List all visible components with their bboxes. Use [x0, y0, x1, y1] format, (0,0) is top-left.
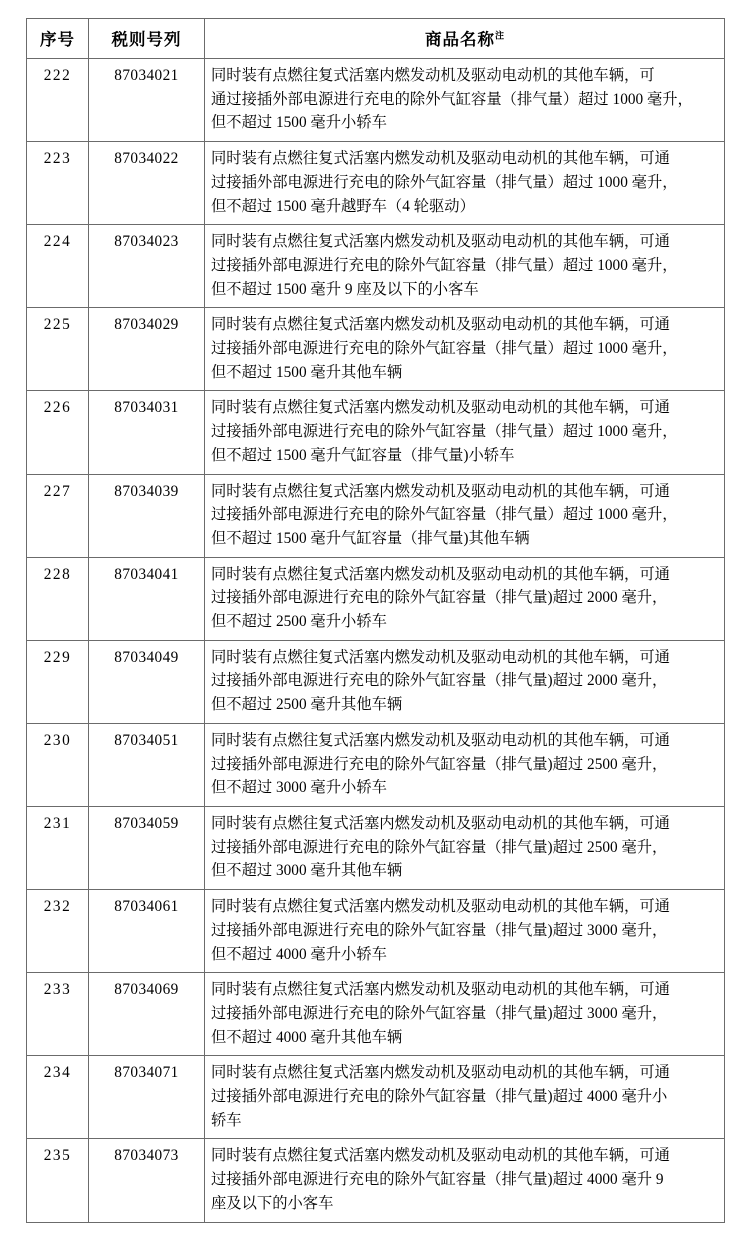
table-body [27, 59, 725, 1223]
table-row [27, 806, 725, 889]
cell-commodity-name [205, 1056, 725, 1139]
cell-tariff-code: 87034029 [89, 308, 205, 391]
commodity-name-line: 同时装有点燃往复式活塞内燃发动机及驱动电动机的其他车辆，可通 [211, 399, 670, 417]
commodity-name-line: 过接插外部电源进行充电的除外气缸容量（排气量）超过 1000 毫升， [211, 256, 678, 274]
cell-tariff-code: 87034041 [89, 557, 205, 640]
commodity-name-line: 过接插外部电源进行充电的除外气缸容量（排气量)超过 4000 毫升小 [211, 1088, 668, 1106]
commodity-name-line: 同时装有点燃往复式活塞内燃发动机及驱动电动机的其他车辆，可 [211, 67, 655, 84]
table-header-row [27, 19, 725, 59]
column-header-name-text: 商品名称 [424, 30, 495, 49]
cell-commodity-name [205, 890, 725, 973]
cell-seq: 234 [27, 1056, 89, 1139]
column-header-code: 税则号列 [89, 19, 205, 59]
commodity-name-line: 同时装有点燃往复式活塞内燃发动机及驱动电动机的其他车辆，可通 [211, 981, 670, 999]
footnote-marker: 注 [494, 30, 504, 41]
table-row [27, 557, 725, 640]
commodity-name-line: 过接插外部电源进行充电的除外气缸容量（排气量)超过 2500 毫升， [211, 755, 668, 773]
commodity-name-line: 但不超过 1500 毫升气缸容量（排气量)其他车辆 [211, 529, 530, 547]
cell-tariff-code: 87034021 [89, 59, 205, 142]
cell-tariff-code: 87034069 [89, 973, 205, 1056]
commodity-name-line: 同时装有点燃往复式活塞内燃发动机及驱动电动机的其他车辆，可通 [211, 814, 670, 832]
cell-seq: 228 [27, 557, 89, 640]
commodity-name-line: 同时装有点燃往复式活塞内燃发动机及驱动电动机的其他车辆，可通 [211, 150, 670, 168]
commodity-name-line: 但不超过 1500 毫升 9 座及以下的小客车 [211, 280, 479, 298]
commodity-name-line: 同时装有点燃往复式活塞内燃发动机及驱动电动机的其他车辆，可通 [211, 648, 670, 666]
cell-commodity-name [205, 640, 725, 723]
commodity-name-line: 同时装有点燃往复式活塞内燃发动机及驱动电动机的其他车辆，可通 [211, 731, 670, 749]
tariff-table [26, 18, 725, 1223]
cell-seq: 227 [27, 474, 89, 557]
commodity-name-line: 过接插外部电源进行充电的除外气缸容量（排气量)超过 3000 毫升， [211, 1004, 668, 1022]
commodity-name-line: 但不超过 1500 毫升气缸容量（排气量)小轿车 [211, 446, 515, 464]
cell-seq: 224 [27, 225, 89, 308]
commodity-name-line: 但不超过 4000 毫升小轿车 [211, 945, 387, 963]
cell-tariff-code: 87034049 [89, 640, 205, 723]
cell-seq: 226 [27, 391, 89, 474]
commodity-name-line: 过接插外部电源进行充电的除外气缸容量（排气量)超过 2000 毫升， [211, 672, 668, 690]
cell-commodity-name [205, 557, 725, 640]
commodity-name-line: 过接插外部电源进行充电的除外气缸容量（排气量）超过 1000 毫升， [211, 173, 678, 191]
cell-commodity-name [205, 308, 725, 391]
cell-tariff-code: 87034059 [89, 806, 205, 889]
cell-tariff-code: 87034031 [89, 391, 205, 474]
table-row [27, 308, 725, 391]
cell-seq: 231 [27, 806, 89, 889]
commodity-name-line: 同时装有点燃往复式活塞内燃发动机及驱动电动机的其他车辆，可通 [211, 482, 670, 500]
commodity-name-line: 同时装有点燃往复式活塞内燃发动机及驱动电动机的其他车辆，可通 [211, 898, 670, 916]
table-row [27, 474, 725, 557]
commodity-name-line: 但不超过 3000 毫升其他车辆 [211, 862, 403, 880]
table-row [27, 1139, 725, 1222]
cell-tariff-code: 87034022 [89, 142, 205, 225]
cell-seq: 235 [27, 1139, 89, 1222]
table-row [27, 59, 725, 142]
cell-seq: 225 [27, 308, 89, 391]
cell-commodity-name [205, 59, 725, 142]
cell-seq: 229 [27, 640, 89, 723]
cell-seq: 232 [27, 890, 89, 973]
cell-commodity-name [205, 225, 725, 308]
commodity-name-line: 过接插外部电源进行充电的除外气缸容量（排气量)超过 3000 毫升， [211, 921, 668, 939]
commodity-name-line: 但不超过 3000 毫升小轿车 [211, 779, 387, 797]
cell-commodity-name [205, 391, 725, 474]
cell-tariff-code: 87034061 [89, 890, 205, 973]
cell-commodity-name [205, 474, 725, 557]
commodity-name-line: 过接插外部电源进行充电的除外气缸容量（排气量）超过 1000 毫升， [211, 340, 678, 358]
cell-seq: 222 [27, 59, 89, 142]
commodity-name-line: 通过接插外部电源进行充电的除外气缸容量（排气量）超过 1000 毫升， [211, 90, 693, 108]
table-row [27, 640, 725, 723]
cell-commodity-name [205, 1139, 725, 1222]
cell-commodity-name [205, 723, 725, 806]
commodity-name-line: 轿车 [211, 1111, 242, 1129]
table-row [27, 391, 725, 474]
cell-commodity-name [205, 806, 725, 889]
commodity-name-line: 但不超过 1500 毫升越野车（4 轮驱动） [211, 197, 475, 215]
commodity-name-line: 但不超过 1500 毫升其他车辆 [211, 363, 403, 381]
column-header-seq: 序号 [27, 19, 89, 59]
commodity-name-line: 同时装有点燃往复式活塞内燃发动机及驱动电动机的其他车辆，可通 [211, 1147, 670, 1165]
commodity-name-line: 但不超过 4000 毫升其他车辆 [211, 1028, 403, 1046]
commodity-name-line: 过接插外部电源进行充电的除外气缸容量（排气量)超过 2500 毫升， [211, 838, 668, 856]
commodity-name-line: 过接插外部电源进行充电的除外气缸容量（排气量）超过 1000 毫升， [211, 506, 678, 524]
cell-tariff-code: 87034039 [89, 474, 205, 557]
table-header [27, 19, 725, 59]
commodity-name-line: 但不超过 2500 毫升其他车辆 [211, 696, 403, 714]
commodity-name-line: 同时装有点燃往复式活塞内燃发动机及驱动电动机的其他车辆，可通 [211, 233, 670, 251]
cell-seq: 223 [27, 142, 89, 225]
commodity-name-line: 同时装有点燃往复式活塞内燃发动机及驱动电动机的其他车辆，可通 [211, 565, 670, 583]
commodity-name-line: 但不超过 1500 毫升小轿车 [211, 114, 387, 132]
cell-seq: 230 [27, 723, 89, 806]
cell-tariff-code: 87034071 [89, 1056, 205, 1139]
cell-tariff-code: 87034073 [89, 1139, 205, 1222]
cell-commodity-name [205, 142, 725, 225]
commodity-name-line: 但不超过 2500 毫升小轿车 [211, 613, 387, 631]
commodity-name-line: 座及以下的小客车 [211, 1194, 334, 1212]
table-row [27, 723, 725, 806]
commodity-name-line: 过接插外部电源进行充电的除外气缸容量（排气量)超过 4000 毫升 9 [211, 1171, 664, 1189]
commodity-name-line: 过接插外部电源进行充电的除外气缸容量（排气量)超过 2000 毫升， [211, 589, 668, 607]
cell-tariff-code: 87034051 [89, 723, 205, 806]
cell-commodity-name [205, 973, 725, 1056]
commodity-name-line: 同时装有点燃往复式活塞内燃发动机及驱动电动机的其他车辆，可通 [211, 316, 670, 334]
table-row [27, 890, 725, 973]
cell-tariff-code: 87034023 [89, 225, 205, 308]
column-header-name [205, 19, 725, 59]
commodity-name-line: 同时装有点燃往复式活塞内燃发动机及驱动电动机的其他车辆，可通 [211, 1064, 670, 1082]
table-row [27, 1056, 725, 1139]
table-row [27, 225, 725, 308]
table-row [27, 973, 725, 1056]
cell-seq: 233 [27, 973, 89, 1056]
commodity-name-line: 过接插外部电源进行充电的除外气缸容量（排气量）超过 1000 毫升， [211, 423, 678, 441]
table-row [27, 142, 725, 225]
